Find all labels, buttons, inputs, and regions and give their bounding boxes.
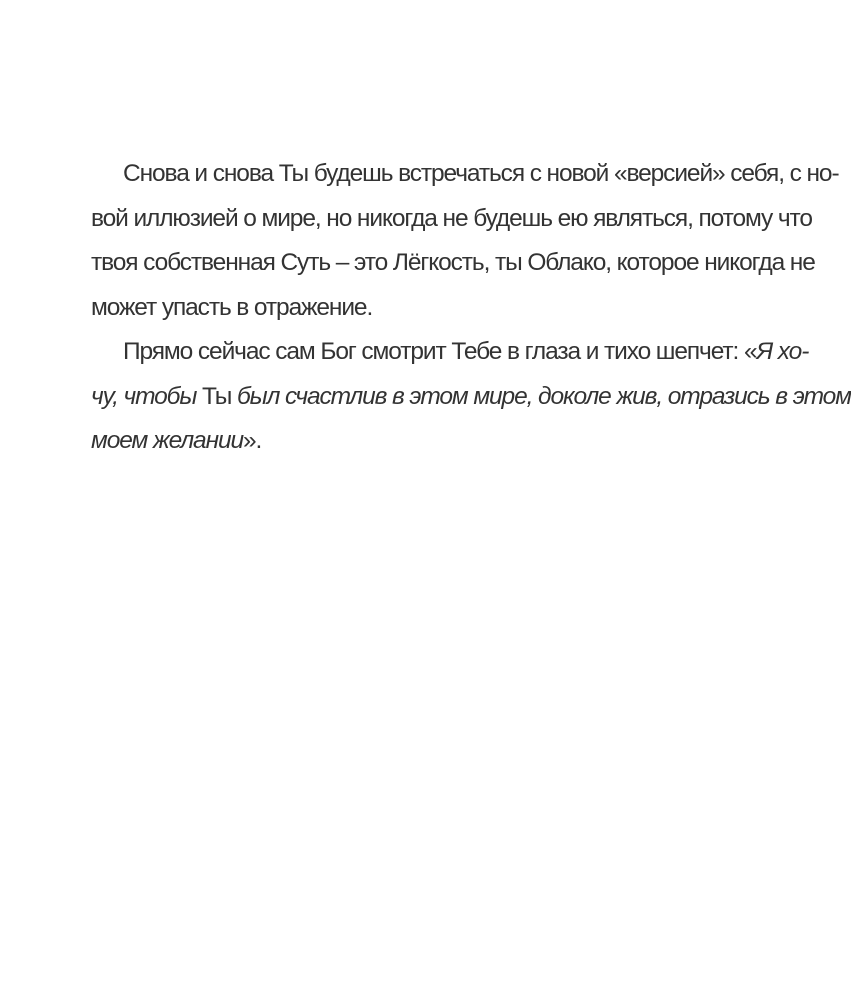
paragraph-1: [91, 152, 839, 330]
text-run: Прямо сейчас сам Бог смотрит Тебе в глаза и тихо шепчет: «: [123, 338, 757, 365]
paragraph-2: [91, 330, 851, 464]
italic-text-run: моем желании: [91, 427, 244, 454]
text-line: [91, 286, 709, 331]
text-run: ».: [243, 427, 262, 454]
text-line: [91, 330, 809, 375]
body-text: [91, 152, 851, 464]
text-run: вой иллюзией о мире, но никогда не будешь ею являться, потому что: [91, 204, 812, 232]
text-line: [91, 241, 815, 286]
text-line: [91, 152, 839, 197]
text-run: может упасть в отражение.: [91, 293, 373, 321]
text-line: [91, 375, 851, 420]
text-line: [91, 419, 709, 464]
italic-text-run: чу, чтобы: [91, 382, 202, 410]
text-run: Ты: [201, 382, 232, 410]
text-run: Снова и снова Ты будешь встречаться с новой «версией» себя, с но-: [123, 160, 839, 187]
text-line: [91, 197, 812, 242]
italic-text-run: был счастлив в этом мире, доколе жив, отразись в этом: [231, 382, 851, 410]
text-run: твоя собственная Суть – это Лёгкость, ты Облако, которое никогда не: [91, 249, 815, 276]
italic-text-run: Я хо-: [756, 338, 809, 365]
